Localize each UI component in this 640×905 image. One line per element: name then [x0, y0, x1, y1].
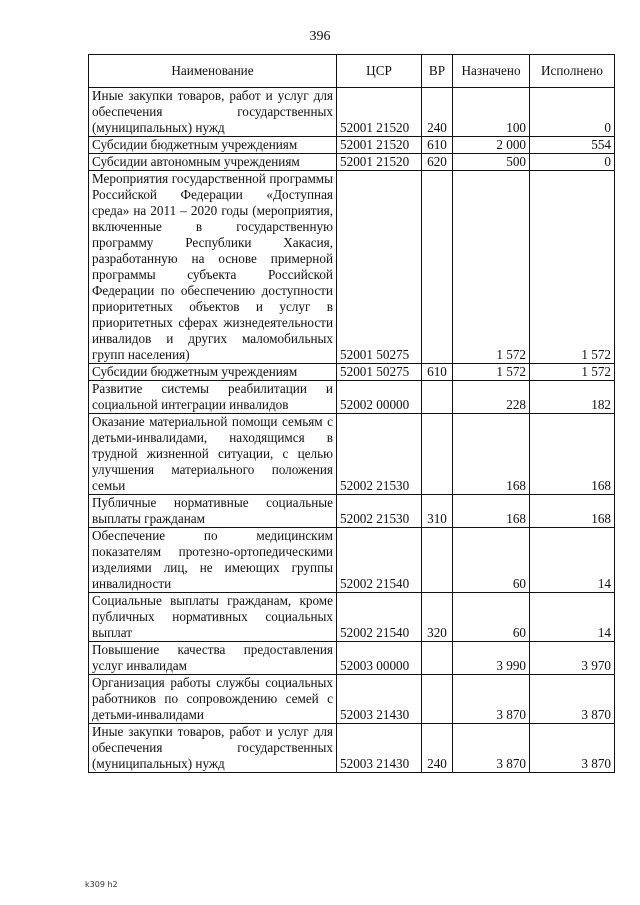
row-executed: 3 970 — [530, 642, 615, 675]
row-vr: 240 — [422, 88, 453, 137]
row-name: Субсидии автономным учреждениям — [89, 154, 337, 171]
table-row — [89, 381, 615, 414]
table-row — [89, 88, 615, 137]
header-name: Наименование — [89, 55, 337, 88]
row-planned: 2 000 — [453, 137, 530, 154]
row-csr: 52002 00000 — [337, 381, 422, 414]
table-row — [89, 414, 615, 495]
row-name: Организация работы службы социальных работников по сопровождению семей с детьми-инвалидами — [89, 675, 337, 724]
header-planned: Назначено — [453, 55, 530, 88]
row-csr: 52001 50275 — [337, 171, 422, 364]
row-name: Обеспечение по медицинским показателям протезно-ортопедическими изделиями лиц, не имеющих группы инвалидности — [89, 528, 337, 593]
header-csr: ЦСР — [337, 55, 422, 88]
row-name: Иные закупки товаров, работ и услуг для обеспечения государственных (муниципальных) нужд — [89, 724, 337, 773]
row-planned: 168 — [453, 495, 530, 528]
row-csr: 52003 21430 — [337, 724, 422, 773]
row-planned: 3 990 — [453, 642, 530, 675]
row-vr — [422, 675, 453, 724]
table-row — [89, 675, 615, 724]
table-row — [89, 528, 615, 593]
row-executed: 1 572 — [530, 364, 615, 381]
row-vr — [422, 642, 453, 675]
row-name: Субсидии бюджетным учреждениям — [89, 137, 337, 154]
row-executed: 0 — [530, 154, 615, 171]
row-name: Развитие системы реабилитации и социальной интеграции инвалидов — [89, 381, 337, 414]
table-row — [89, 593, 615, 642]
row-name: Повышение качества предоставления услуг инвалидам — [89, 642, 337, 675]
row-vr: 310 — [422, 495, 453, 528]
row-vr: 620 — [422, 154, 453, 171]
row-csr: 52002 21530 — [337, 414, 422, 495]
row-vr: 610 — [422, 137, 453, 154]
table-row — [89, 642, 615, 675]
row-vr — [422, 528, 453, 593]
row-csr: 52002 21540 — [337, 528, 422, 593]
row-planned: 3 870 — [453, 675, 530, 724]
table-row — [89, 137, 615, 154]
row-name: Субсидии бюджетным учреждениям — [89, 364, 337, 381]
row-csr: 52003 00000 — [337, 642, 422, 675]
row-csr: 52002 21530 — [337, 495, 422, 528]
row-name: Иные закупки товаров, работ и услуг для обеспечения государственных (муниципальных) нужд — [89, 88, 337, 137]
row-executed: 14 — [530, 528, 615, 593]
row-name: Социальные выплаты гражданам, кроме публичных нормативных социальных выплат — [89, 593, 337, 642]
row-vr: 610 — [422, 364, 453, 381]
budget-table — [88, 54, 615, 773]
row-executed: 3 870 — [530, 675, 615, 724]
row-name: Оказание материальной помощи семьям с детьми-инвалидами, находящимся в трудной жизненной ситуации, с целью улучшения материального положения семьи — [89, 414, 337, 495]
table-header-row — [89, 55, 615, 88]
row-planned: 100 — [453, 88, 530, 137]
row-executed: 182 — [530, 381, 615, 414]
footer-code: k309 h2 — [85, 880, 118, 889]
row-executed: 168 — [530, 414, 615, 495]
row-vr: 240 — [422, 724, 453, 773]
page-number: 396 — [309, 29, 331, 44]
row-planned: 1 572 — [453, 364, 530, 381]
row-planned: 3 870 — [453, 724, 530, 773]
table-row — [89, 364, 615, 381]
row-vr: 320 — [422, 593, 453, 642]
table-row — [89, 154, 615, 171]
row-executed: 3 870 — [530, 724, 615, 773]
row-planned: 228 — [453, 381, 530, 414]
row-csr: 52001 50275 — [337, 364, 422, 381]
row-csr: 52001 21520 — [337, 154, 422, 171]
row-planned: 500 — [453, 154, 530, 171]
row-executed: 14 — [530, 593, 615, 642]
row-name: Мероприятия государственной программы Российской Федерации «Доступная среда» на 2011 – 2020 годы (мероприятия, включенные в государственную программу Республики Хакасия, разработанную на основе примерной программы субъекта Российской Федерации по обеспечению доступности приоритетных объектов и услуг в приоритетных сферах жизнедеятельности инвалидов и других маломобильных групп населения) — [89, 171, 337, 364]
table-body — [89, 88, 615, 773]
header-executed: Исполнено — [530, 55, 615, 88]
row-csr: 52003 21430 — [337, 675, 422, 724]
row-vr — [422, 171, 453, 364]
table-row — [89, 724, 615, 773]
table-row — [89, 495, 615, 528]
row-executed: 168 — [530, 495, 615, 528]
row-csr: 52002 21540 — [337, 593, 422, 642]
row-executed: 0 — [530, 88, 615, 137]
row-planned: 60 — [453, 528, 530, 593]
row-csr: 52001 21520 — [337, 88, 422, 137]
header-vr: ВР — [422, 55, 453, 88]
row-vr — [422, 414, 453, 495]
row-executed: 1 572 — [530, 171, 615, 364]
row-csr: 52001 21520 — [337, 137, 422, 154]
row-executed: 554 — [530, 137, 615, 154]
row-planned: 60 — [453, 593, 530, 642]
table-row — [89, 171, 615, 364]
row-planned: 168 — [453, 414, 530, 495]
row-planned: 1 572 — [453, 171, 530, 364]
row-name: Публичные нормативные социальные выплаты гражданам — [89, 495, 337, 528]
row-vr — [422, 381, 453, 414]
